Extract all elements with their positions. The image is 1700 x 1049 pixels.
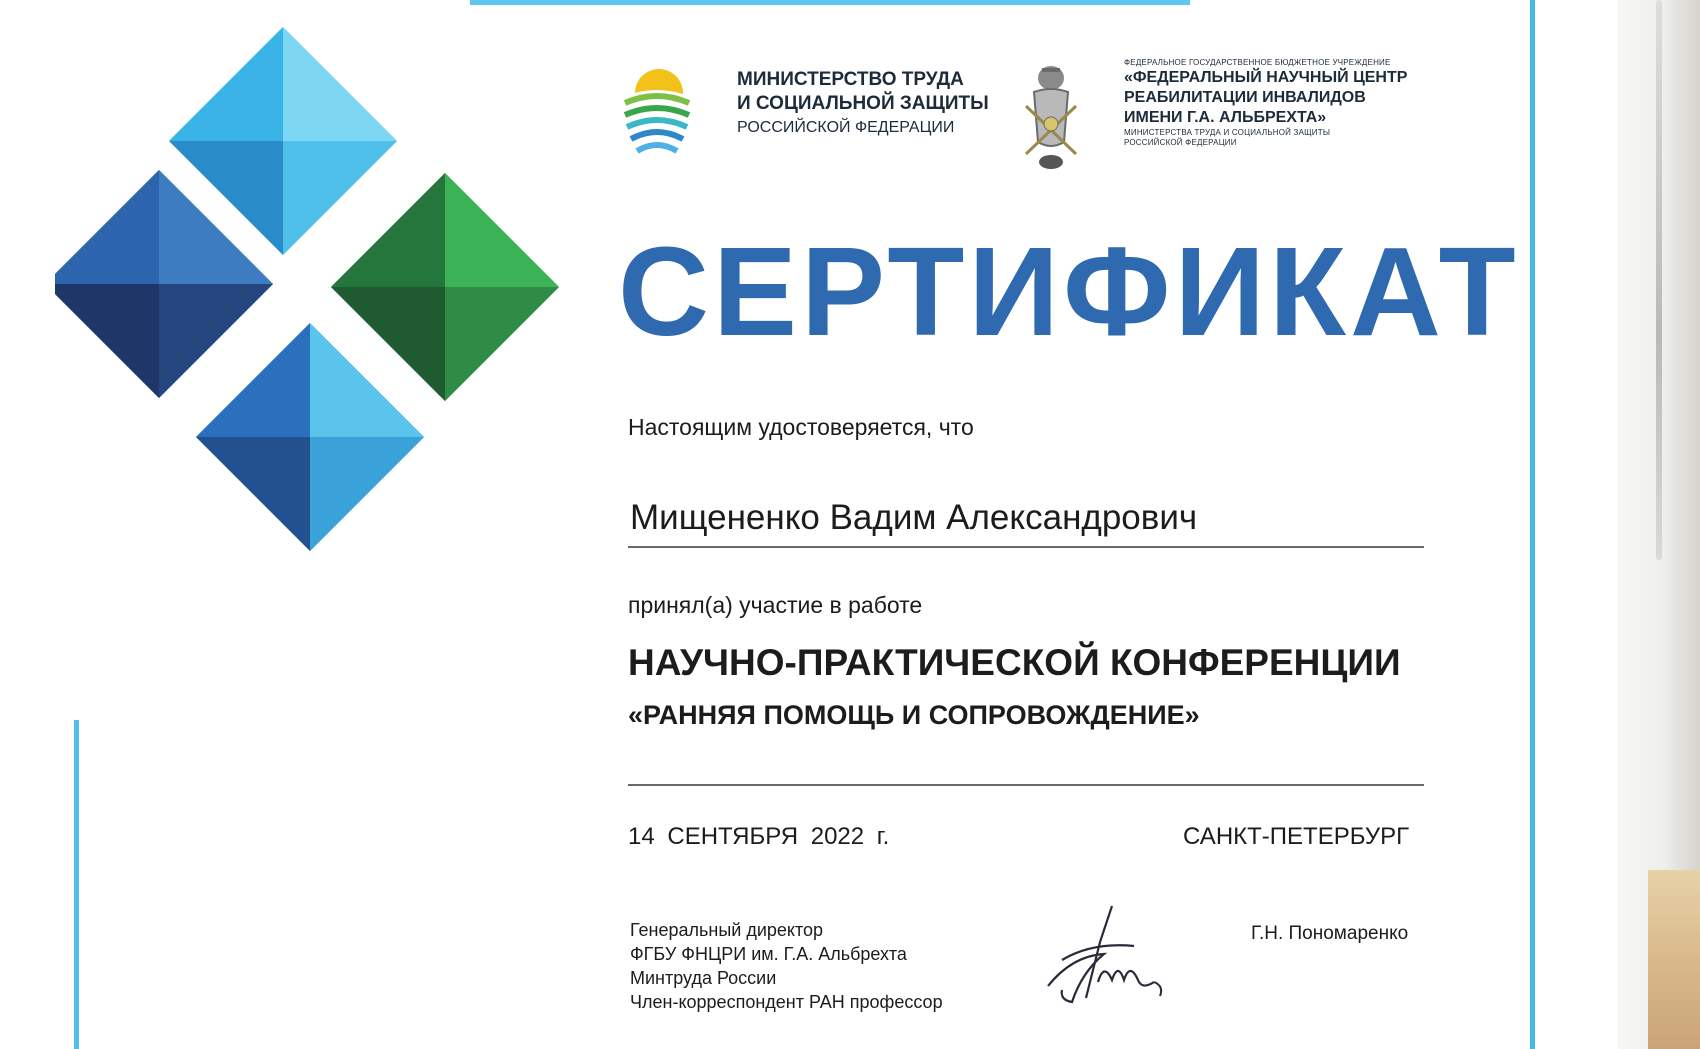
director-line-3: Минтруда России [630, 968, 777, 988]
frame-line-left [74, 720, 79, 1049]
center-sub-line-1: МИНИСТЕРСТВА ТРУДА И СОЦИАЛЬНОЙ ЗАЩИТЫ [1124, 128, 1331, 137]
frame-line-top [470, 0, 1190, 5]
center-emblem-icon [1018, 62, 1084, 172]
ministry-line-1: МИНИСТЕРСТВО ТРУДА [737, 69, 964, 90]
center-sub-line-2: РОССИЙСКОЙ ФЕДЕРАЦИИ [1124, 138, 1237, 147]
center-line-1: «ФЕДЕРАЛЬНЫЙ НАУЧНЫЙ ЦЕНТР [1124, 69, 1408, 86]
director-line-2: ФГБУ ФНЦРИ им. Г.А. Альбрехта [630, 944, 907, 964]
participation-text: принял(а) участие в работе [628, 592, 923, 618]
director-line-1: Генеральный директор [630, 920, 824, 940]
frame-line-right [1530, 0, 1535, 1049]
logo-diamond-bottom [196, 323, 424, 551]
diamond-logo-icon [55, 15, 565, 575]
paper-edge [1618, 0, 1700, 1049]
certificate-title: СЕРТИФИКАТ [618, 221, 1520, 362]
conference-name: «РАННЯЯ ПОМОЩЬ И СОПРОВОЖДЕНИЕ» [628, 700, 1200, 730]
signer-name: Г.Н. Пономаренко [1251, 923, 1409, 944]
center-name [1124, 58, 1407, 148]
conference-title: НАУЧНО-ПРАКТИЧЕСКОЙ КОНФЕРЕНЦИИ [628, 642, 1401, 683]
confirm-text: Настоящим удостоверяется, что [628, 414, 974, 440]
director-line-4: Член-корреспондент РАН профессор [630, 992, 943, 1012]
name-underline [628, 546, 1424, 548]
director-title-block [630, 918, 943, 1014]
logo-diamond-right [331, 173, 559, 401]
center-line-2: РЕАБИЛИТАЦИИ ИНВАЛИДОВ [1124, 89, 1366, 106]
event-date: 14 СЕНТЯБРЯ 2022 г. [628, 823, 890, 850]
event-city: САНКТ-ПЕТЕРБУРГ [1183, 823, 1410, 850]
center-top-line: ФЕДЕРАЛЬНОЕ ГОСУДАРСТВЕННОЕ БЮДЖЕТНОЕ УЧРЕЖДЕНИЕ [1124, 58, 1391, 67]
ministry-name [737, 68, 989, 140]
ministry-line-2: И СОЦИАЛЬНОЙ ЗАЩИТЫ [737, 93, 989, 114]
paper-crease [1656, 0, 1662, 560]
ministry-line-3: РОССИЙСКОЙ ФЕДЕРАЦИИ [737, 119, 955, 136]
center-line-3: ИМЕНИ Г.А. АЛЬБРЕХТА» [1124, 109, 1327, 126]
handwritten-signature [1042, 902, 1172, 1012]
conference-underline [628, 784, 1424, 786]
ministry-logo-icon [621, 63, 693, 155]
recipient-name: Мищененко Вадим Александрович [630, 498, 1198, 537]
background-surface [1648, 870, 1700, 1049]
